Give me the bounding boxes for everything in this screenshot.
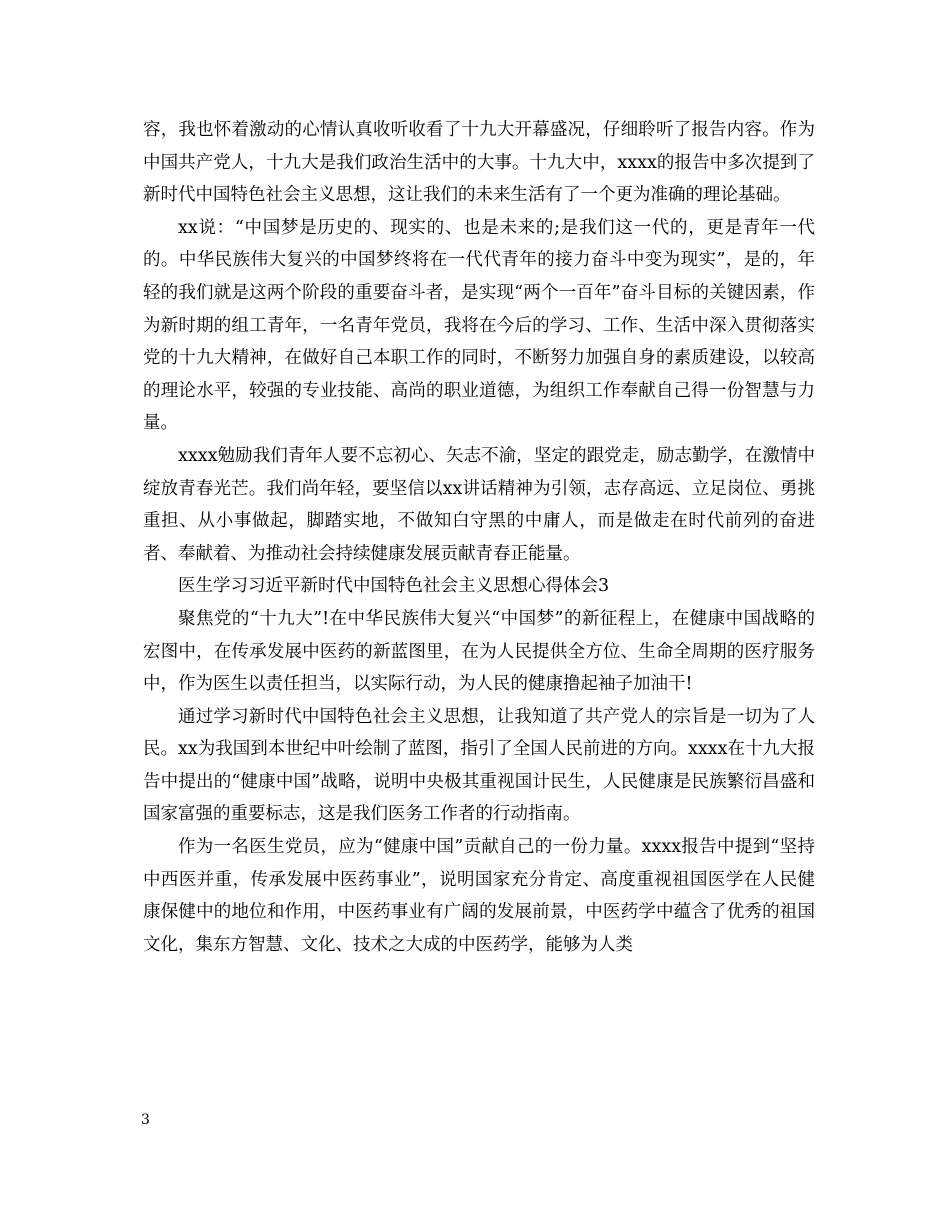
section-heading: 医生学习习近平新时代中国特色社会主义思想心得体会3 [178,576,610,597]
paragraph-continued: 容，我也怀着激动的心情认真收听收看了十九大开幕盛况，仔细聆听了报告内容。作为中国共产党人，十九大是我们政治生活中的大事。十九大中，xxxx的报告中多次提到了新时代中国特色社会主义思想，这让我们的未来生活有了一个更为准确的理论基础。 [143,120,815,206]
paragraph: 聚焦党的“十九大”!在中华民族伟大复兴“中国梦”的新征程上，在健康中国战略的宏图中，在传承发展中医药的新蓝图里，在为人民提供全方位、生命全周期的医疗服务中，作为医生以责任担当，以实际行动，为人民的健康撸起袖子加油干! [143,608,815,695]
document-body [143,114,815,961]
paragraph: 作为一名医生党员，应为“健康中国”贡献自己的一份力量。xxxx报告中提到“坚持中西医并重，传承发展中医药事业”，说明国家充分肯定、高度重视祖国医学在人民健康保健中的地位和作用，中医药事业有广阔的发展前景，中医药学中蕴含了优秀的祖国文化，集东方智慧、文化、技术之大成的中医药学，能够为人类 [143,837,815,955]
paragraph: xx说：“中国梦是历史的、现实的、也是未来的;是我们这一代的，更是青年一代的。中华民族伟大复兴的中国梦终将在一代代青年的接力奋斗中变为现实”，是的，年轻的我们就是这两个阶段的重要奋斗者，是实现“两个一百年”奋斗目标的关键因素，作为新时期的组工青年，一名青年党员，我将在今后的学习、工作、生活中深入贯彻落实党的十九大精神，在做好自己本职工作的同时，不断努力加强自身的素质建设，以较高的理论水平，较强的专业技能、高尚的职业道德，为组织工作奉献自己得一份智慧与力量。 [143,217,815,434]
paragraph: 通过学习新时代中国特色社会主义思想，让我知道了共产党人的宗旨是一切为了人民。xx为我国到本世纪中叶绘制了蓝图，指引了全国人民前进的方向。xxxx在十九大报告中提出的“健康中国”战略，说明中央极其重视国计民生，人民健康是民族繁衍昌盛和国家富强的重要标志，这是我们医务工作者的行动指南。 [143,706,815,825]
paragraph: xxxx勉励我们青年人要不忘初心、矢志不渝，坚定的跟党走，励志勤学，在激情中绽放青春光芒。我们尚年轻，要坚信以xx讲话精神为引领，志存高远、立足岗位、勇挑重担、从小事做起，脚踏实地，不做知白守黑的中庸人，而是做走在时代前列的奋进者、奉献着、为推动社会持续健康发展贡献青春正能量。 [143,445,815,564]
page-number: 3 [141,1112,150,1128]
